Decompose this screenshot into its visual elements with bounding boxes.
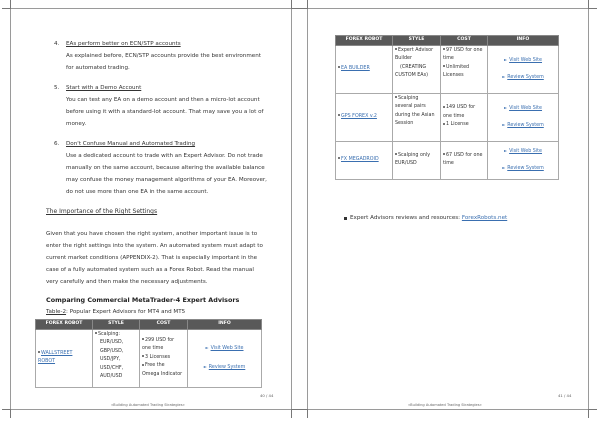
item-text: money. [66, 121, 87, 127]
visit-web-site-link[interactable]: ► Visit Web Site [503, 147, 543, 154]
table-row [36, 329, 262, 387]
item-text: for automated trading. [66, 65, 130, 71]
cost-cell [441, 45, 488, 93]
table-caption-text: : Popular Expert Advisors for MT4 and MT5 [66, 309, 186, 315]
cost-line: 3 Licenses [142, 354, 185, 363]
col-header: FOREX ROBOT [36, 320, 93, 330]
style-line: Session [395, 121, 414, 126]
crop-mark [299, 0, 308, 9]
robot-link[interactable]: WALLSTREET [38, 350, 90, 359]
paragraph-line: Given that you have chosen the right system, another important issue is to [46, 231, 258, 237]
style-line: AUD/USD [100, 374, 123, 379]
item-number: 4. [54, 41, 60, 47]
robot-cell [336, 93, 393, 141]
style-cell [393, 141, 441, 179]
cost-line: one time [443, 113, 465, 119]
style-line: Scalping [395, 95, 438, 104]
robot-cell [36, 329, 93, 387]
crop-mark [2, 409, 11, 418]
visit-web-site-link[interactable]: ► Visit Web Site [503, 56, 543, 63]
resources-line [350, 213, 507, 224]
style-line: (CREATING [400, 64, 427, 70]
page-footer: «Building Automated Trading Strategies» [408, 403, 482, 407]
style-line: GBP/USD, [100, 348, 124, 354]
col-header: INFO [488, 36, 559, 46]
cost-line: 1 License [443, 121, 485, 130]
arrow-right-icon: ► [502, 74, 506, 79]
visit-web-site-link[interactable]: ► Visit Web Site [205, 344, 244, 351]
crop-mark [588, 0, 597, 9]
review-system-link[interactable]: ► Review System [502, 74, 544, 80]
review-system-link[interactable]: ► Review System [502, 165, 544, 171]
item-title: Don't Confuse Manual and Automated Trading [66, 141, 196, 147]
style-cell [393, 45, 441, 93]
page-number: 41 / 44 [558, 393, 572, 398]
crop-mark [588, 409, 597, 418]
table-caption [46, 307, 185, 318]
col-header: STYLE [93, 320, 140, 330]
cost-line: 149 USD for [443, 104, 485, 113]
cost-line: time [443, 56, 454, 61]
page-footer: «Building Automated Trading Strategies» [111, 403, 185, 407]
item-text: You can test any EA on a demo account and then a micro-lot account [66, 97, 260, 103]
arrow-right-icon: ► [503, 104, 508, 110]
table-row [336, 45, 559, 93]
style-line: during the Asian [395, 112, 435, 118]
arrow-right-icon: ► [203, 364, 207, 369]
style-line: CUSTOM EAs) [395, 73, 428, 78]
review-system-link[interactable]: ► Review System [203, 364, 246, 370]
cost-cell [140, 329, 188, 387]
right-page [307, 8, 589, 410]
table-caption-label: Table-2 [46, 309, 67, 315]
robot-cell [336, 45, 393, 93]
style-cell [393, 93, 441, 141]
table-row [336, 141, 559, 179]
style-line: EUR/USD, [100, 340, 124, 345]
cost-cell [441, 93, 488, 141]
robot-cell [336, 141, 393, 179]
info-cell [488, 45, 559, 93]
cost-line: 299 USD for [142, 337, 185, 346]
cost-cell [441, 141, 488, 179]
style-line: USD/JPY, [100, 357, 121, 362]
style-line: Scalping only [395, 152, 438, 161]
review-system-link[interactable]: ► Review System [502, 122, 544, 128]
robot-link[interactable]: FX MEGADROID [338, 156, 390, 165]
resources-text: Expert Advisors reviews and resources: [350, 215, 462, 221]
arrow-right-icon: ► [502, 122, 506, 127]
style-line: EUR/USD [395, 161, 417, 166]
col-header: COST [441, 36, 488, 46]
style-line: several pairs [395, 104, 426, 109]
arrow-right-icon: ► [502, 165, 506, 170]
cost-line: time [443, 161, 454, 166]
info-cell [188, 329, 262, 387]
style-line: Expert Advisor [395, 47, 438, 56]
bullet-icon [344, 217, 347, 220]
item-text: may confuse the money management algorithms of your EA. Moreover, [66, 177, 267, 183]
style-line: USD/CHF, [100, 365, 124, 371]
style-line: Builder [395, 56, 412, 61]
page-number: 40 / 44 [260, 393, 274, 398]
col-header: COST [140, 320, 188, 330]
crop-mark [2, 0, 11, 9]
col-header: INFO [188, 320, 262, 330]
item-text: manually on the same account, because altering the available balance [66, 165, 265, 171]
expert-advisors-table [335, 35, 559, 180]
item-number: 6. [54, 141, 60, 147]
item-text: Use a dedicated account to trade with an Expert Advisor. Do not trade [66, 153, 263, 159]
item-title: Start with a Demo Account [66, 85, 142, 91]
info-cell [488, 93, 559, 141]
paragraph-line: very carefully and then make the necessary adjustments. [46, 279, 208, 285]
table-row [336, 93, 559, 141]
col-header: FOREX ROBOT [336, 36, 393, 46]
col-header: STYLE [393, 36, 441, 46]
robot-link[interactable]: GPS FOREX v.2 [338, 113, 390, 122]
cost-line: Licenses [443, 73, 464, 78]
style-line: Scalping: [95, 331, 137, 340]
arrow-right-icon: ► [503, 56, 508, 62]
forexrobots-link[interactable]: ForexRobots.net [461, 215, 508, 221]
section-title: The Importance of the Right Settings [46, 208, 158, 215]
style-cell [93, 329, 140, 387]
info-cell [488, 141, 559, 179]
robot-link[interactable]: EA BUILDER [338, 65, 390, 74]
arrow-right-icon: ► [503, 147, 508, 153]
item-text: As explained before, ECN/STP accounts provide the best environment [66, 53, 261, 59]
crop-mark [299, 409, 308, 418]
cost-line: one time [142, 346, 164, 352]
left-page [10, 8, 292, 410]
robot-link[interactable]: ROBOT [38, 359, 56, 364]
visit-web-site-link[interactable]: ► Visit Web Site [503, 104, 543, 111]
cost-line: 67 USD for one [443, 152, 485, 161]
item-text: do not use more than one EA in the same account. [66, 189, 209, 195]
expert-advisors-table [35, 319, 262, 388]
item-text: before using it with a standard-lot account. That may save you a lot of [66, 109, 264, 115]
item-title: EAs perform better on ECN/STP accounts [66, 41, 181, 47]
comparison-heading: Comparing Commercial MetaTrader-4 Expert Advisors [46, 296, 240, 304]
cost-line: Unlimited [443, 64, 485, 73]
cost-line: Omega Indicator [142, 371, 183, 377]
cost-line: 97 USD for one [443, 47, 485, 56]
paragraph-line: enter the right settings into the system. An automated system must adapt to [46, 243, 263, 249]
item-number: 5. [54, 85, 60, 91]
paragraph-line: current market conditions (APPENDIX-2). That is especially important in the [46, 255, 258, 261]
arrow-right-icon: ► [205, 344, 209, 350]
paragraph-line: case of a fully automated system such as a Forex Robot. Read the manual [46, 267, 254, 273]
cost-line: Free the [142, 362, 185, 371]
